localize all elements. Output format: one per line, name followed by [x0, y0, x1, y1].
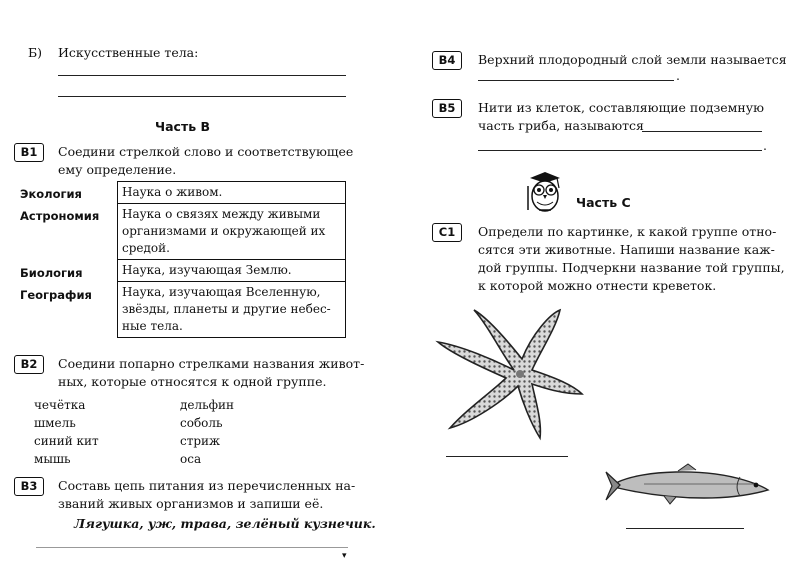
definition-cell[interactable]: Наука о связях между живыми организмами и окружающей их средой.	[118, 204, 346, 260]
c1-text-line2: сятся эти животные. Напиши название каж-	[478, 242, 775, 257]
animal-word[interactable]: стриж	[180, 434, 221, 448]
page-mark: ▾	[342, 551, 347, 561]
section-b-label: Б)	[28, 45, 43, 60]
animal-word[interactable]: дельфин	[180, 398, 235, 412]
answer-line[interactable]	[626, 528, 744, 529]
answer-line[interactable]	[36, 547, 348, 548]
animal-word[interactable]: соболь	[180, 416, 223, 430]
c1-text-line4: к которой можно отнести креветок.	[478, 278, 717, 293]
definition-row	[118, 182, 346, 204]
period-mark: .	[763, 138, 767, 153]
task-tag-b4: В4	[432, 51, 462, 70]
task-tag-b2: В2	[14, 355, 44, 374]
section-b-text: Искусственные тела:	[58, 45, 199, 60]
definition-cell[interactable]: Наука, изучающая Землю.	[118, 260, 346, 282]
animal-word[interactable]: чечётка	[34, 398, 86, 412]
definition-row	[118, 260, 346, 282]
b3-text-line2: званий живых организмов и запиши её.	[58, 496, 324, 511]
animal-word[interactable]: мышь	[34, 452, 71, 466]
b5-text-line2: часть гриба, называются	[478, 118, 644, 133]
task-tag-b1: В1	[14, 143, 44, 162]
animal-word[interactable]: синий кит	[34, 434, 99, 448]
definition-row	[118, 204, 346, 260]
answer-line[interactable]	[642, 131, 762, 132]
b3-task-words: Лягушка, уж, трава, зелёный кузнечик.	[74, 516, 376, 531]
b1-text-line1: Соедини стрелкой слово и соответствующее	[58, 144, 354, 159]
term-astronomy: Астрономия	[20, 209, 100, 223]
answer-line[interactable]	[478, 80, 674, 81]
term-ecology: Экология	[20, 187, 82, 201]
part-b-title: Часть В	[155, 119, 210, 134]
animal-word[interactable]: шмель	[34, 416, 76, 430]
answer-line[interactable]	[58, 75, 346, 76]
task-tag-b3: В3	[14, 477, 44, 496]
definition-cell[interactable]: Наука, изучающая Вселенную, звёзды, планеты и другие небес- ные тела.	[118, 282, 346, 338]
fish-image	[604, 462, 774, 512]
term-biology: Биология	[20, 266, 83, 280]
c1-text-line3: дой группы. Подчеркни название той группы,	[478, 260, 785, 275]
b4-text: Верхний плодородный слой земли называется	[478, 52, 787, 67]
b5-text-line1: Нити из клеток, составляющие подземную	[478, 100, 764, 115]
b3-text-line1: Составь цепь питания из перечисленных на-	[58, 478, 356, 493]
b2-text-line1: Соедини попарно стрелками названия живот-	[58, 356, 365, 371]
owl-mascot-icon	[524, 166, 566, 214]
definition-row	[118, 282, 346, 338]
b1-text-line2: ему определение.	[58, 162, 177, 177]
answer-line[interactable]	[58, 96, 346, 97]
part-c-title: Часть С	[576, 195, 631, 210]
period-mark: .	[676, 68, 680, 83]
term-geography: География	[20, 288, 92, 302]
b2-text-line2: ных, которые относятся к одной группе.	[58, 374, 327, 389]
task-tag-c1: С1	[432, 223, 462, 242]
answer-line[interactable]	[478, 150, 762, 151]
animal-word[interactable]: оса	[180, 452, 202, 466]
answer-line[interactable]	[446, 456, 568, 457]
c1-text-line1: Определи по картинке, к какой группе отно-	[478, 224, 777, 239]
task-tag-b5: В5	[432, 99, 462, 118]
definition-cell[interactable]: Наука о живом.	[118, 182, 346, 204]
starfish-image	[432, 304, 592, 444]
definitions-table	[117, 181, 346, 338]
